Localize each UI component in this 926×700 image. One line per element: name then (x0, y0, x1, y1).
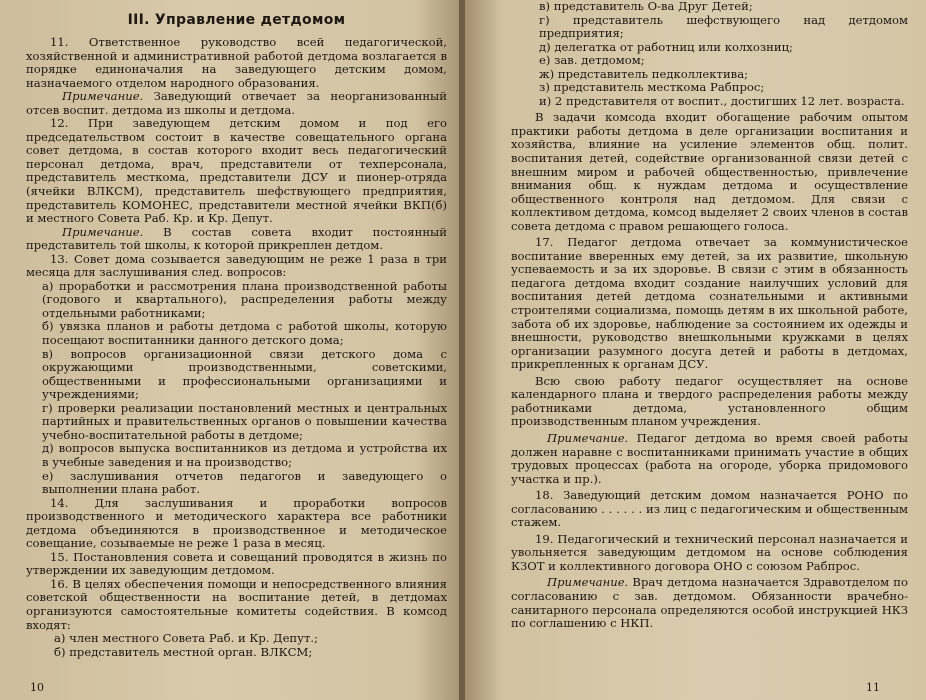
left-page (0, 0, 461, 700)
paragraph-18: 18. Заведующий детским домом назначается РОНО по согласованию . . . . . . из лиц с педагогическим и общественным стажем. (511, 488, 908, 530)
paragraph-13: 13. Совет дома созывается заведующим не реже 1 раза в три месяца для заслушивания след. вопросов: (26, 251, 447, 280)
note-text: В состав совета входит постоянный представитель той школы, к которой прикреплен детдом. (26, 224, 447, 253)
list-item: е) зав. детдомом; (539, 53, 645, 68)
page-number: 11 (866, 681, 880, 694)
list-item: г) проверки реализации постановлений местных и центральных партийных и правительственных органов о повышении качества учебно-воспитательной работы в детдоме; (42, 400, 447, 442)
note-label: Примечание. (62, 224, 144, 239)
note-label: Примечание. (547, 430, 629, 445)
list-item: б) представитель местной орган. ВЛКСМ; (54, 644, 313, 659)
note-label: Примечание. (62, 89, 144, 104)
note-text: Педагог детдома во время своей работы должен наравне с воспитанниками принимать участие в общих трудовых процессах (работа на огороде, уборка придомового участка и пр.). (511, 430, 908, 486)
paragraph-14: 14. Для заслушивания и проработки вопросов производственного и методического характера все работники детдома объединяются в производственное и методическое совещание, созываемые не реже 1 раза в месяц. (26, 495, 447, 551)
list-item: з) представитель месткома Рабпрос; (539, 80, 765, 95)
right-page (465, 0, 926, 700)
note-paragraph (511, 576, 908, 630)
paragraph-19: 19. Педагогический и технический персонал назначается и увольняется заведующим детдомом на основе соблюдения КЗОТ и коллективного договора ОНО с союзом Рабпрос. (511, 531, 908, 573)
list-item: г) представитель шефствующего над детдомом предприятия; (539, 12, 908, 41)
list-item: б) увязка планов и работы детдома с работой школы, которую посещают воспитанники данного детского дома; (42, 319, 447, 348)
note-text: Врач детдома назначается Здравотделом по согласованию с зав. детдомом. Обязанности врачебно-санитарного персонала определяются особой инструкцией НКЗ по соглашению с НКП. (511, 575, 909, 631)
list-item: е) заслушивания отчетов педагогов и заведующего о выполнении плана работ. (42, 468, 447, 497)
paragraph-17: 17. Педагог детдома отвечает за коммунистическое воспитание вверенных ему детей, за их развитие, школьную успеваемость и за их здоровье. В связи с этим в обязанность педагога детдома входит создание наилучших условий для воспитания детей детдома сознательными и активными строителями социализма, помощь детям в их школьной работе, забота об их здоровье, наблюдение за состоянием их одежды и внешности, руководство внешкольными кружками в целях организации разумного досуга детей и работы в детдомах, прикрепленных к органам ДСУ. (511, 235, 908, 372)
section-heading: III. Управление детдомом (127, 12, 346, 28)
paragraph-15: 15. Постановления совета и совещаний проводятся в жизнь по утверждении их заведующим детдомом. (26, 549, 447, 578)
list-item: а) проработки и рассмотрения плана производственной работы (годового и квартального), распределения работы между отдельными работниками; (42, 278, 447, 320)
note-label: Примечание. (547, 575, 629, 590)
note-paragraph (511, 432, 908, 486)
list-item: ж) представитель педколлектива; (539, 66, 749, 81)
list-item: а) член местного Совета Раб. и Кр. Депут.; (54, 631, 318, 646)
note-paragraph (26, 226, 447, 253)
plan-paragraph: Всю свою работу педагог осуществляет на основе календарного плана и твердого распределения работы между работниками детдома, установленного общим производственным планом учреждения. (511, 373, 908, 429)
komsod-paragraph: В задачи комсода входит обогащение рабочим опытом практики работы детдома в деле организации воспитания и хозяйства, влияние на усиление элементов общ. полит. воспитания детей, содействие организованной связи детей с внешним миром и рабочей общественностью, привлечение внимания общ. к нуждам детдома и осуществление общественного контроля над детдомом. Для связи с коллективом детдома, комсод выделяет 2 своих членов в состав совета детдома с правом решающего голоса. (511, 110, 908, 233)
list-item: д) вопросов выпуска воспитанников из детдома и устройства их в учебные заведения и на производство; (42, 441, 447, 469)
page-number: 10 (30, 681, 44, 694)
paragraph-11: 11. Ответственное руководство всей педагогической, хозяйственной и административной работой детдома возлагается в порядке единоначалия на заведующего детским домом, назначаемого отделом народного образования. (26, 35, 447, 90)
note-text: Заведующий отвечает за неорганизованный отсев воспит. детдома из школы и детдома. (26, 89, 447, 117)
note-paragraph (26, 90, 447, 117)
list-item: д) делегатка от работниц или колхозниц; (539, 39, 793, 54)
paragraph-16: 16. В целях обеспечения помощи и непосредственного влияния советской общественности на воспитание детей, в детдомах организуются самостоятельные комитеты содействия. В комсод входят: (26, 576, 447, 632)
list-item: и) 2 представителя от воспит., достигших 12 лет. возраста. (539, 93, 905, 108)
list-item: в) вопросов организационной связи детского дома с окружающими производственными, советскими, общественными и профессиональными организациями и учреждениями; (42, 346, 447, 402)
paragraph-12: 12. При заведующем детским домом и под его председательством состоит в качестве совещательного органа совет детдома, в состав которого входит весь педагогический персонал детдома, врач, представители от техперсонала, представитель месткома, представители ДСУ и пионер-отряда (ячейки ВЛКСМ), представитель шефствующего предприятия, представитель КОМОНЕС, представители местной ячейки ВКП(б) и местного Совета Раб. Кр. и Кр. Депут. (26, 116, 447, 226)
list-item: в) представитель О-ва Друг Детей; (539, 0, 753, 13)
